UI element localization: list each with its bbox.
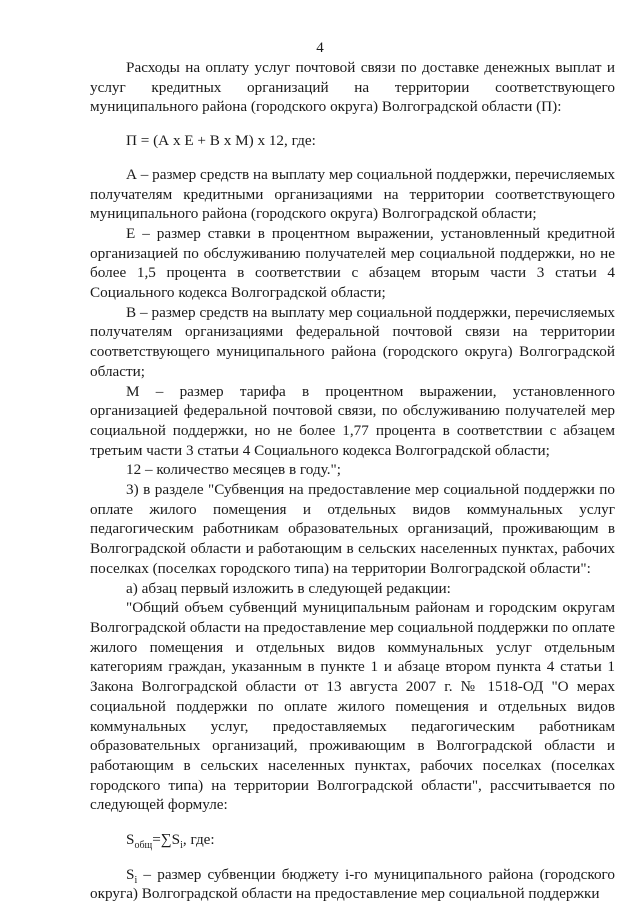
definition-a: А – размер средств на выплату мер социальной поддержки, перечисляемых получателям кредитными организациями на территории соответствующего муниципального района (городского округа) Волгоградской области; <box>90 165 615 223</box>
definition-b: В – размер средств на выплату мер социальной поддержки, перечисляемых получателям организациями федеральной почтовой связи на территории соответствующего муниципального района (городского округа) Волгоградской области; <box>90 303 615 380</box>
formula-where: , где: <box>182 831 215 849</box>
si-symbol: S <box>126 865 135 883</box>
si-text: – размер субвенции бюджету i-го муниципального района (городского округа) Волгоградской области на предоставление мер социальной поддержки <box>90 865 615 903</box>
item-a: а) абзац первый изложить в следующей редакции: <box>126 579 451 597</box>
definition-si <box>90 865 615 904</box>
page-number: 4 <box>316 40 324 56</box>
definition-e: Е – размер ставки в процентном выражении, установленный кредитной организацией по обслуживанию получателей мер социальной поддержки, но не более 1,5 процента в соответствии с абзацем вторым части 3 статьи 4 Социального кодекса Волгоградской области; <box>90 224 615 302</box>
item-3: 3) в разделе "Субвенция на предоставление мер социальной поддержки по оплате жилого помещения и отдельных видов коммунальных услуг педагогическим работникам образовательных организаций, проживающим в Волгоградской области и работающим в сельских населенных пунктах, рабочих поселках (поселках городского типа) на территории Волгоградской области": <box>90 481 615 577</box>
quoted-paragraph: "Общий объем субвенций муниципальным районам и городским округам Волгоградской области на предоставление мер социальной поддержки по оплате жилого помещения и отдельных видов коммунальных услуг отдельным категориям граждан, указанным в пункте 1 и абзаце втором пункта 4 статьи 1 Закона Волгоградской области от 13 августа 2007 г. № 1518-ОД "О мерах социальной поддержки по оплате жилого помещения и отдельных видов коммунальных услуг, предоставляемых педагогическим работникам образовательных организаций, проживающим в Волгоградской области и работающим в сельских населенных пунктах, рабочих поселках (поселках городского типа) на территории Волгоградской области", рассчитывается по следующей формуле: <box>90 599 615 814</box>
formula-p: П = (А х Е + В х М) х 12, где: <box>126 132 316 150</box>
formula-sub-total: общ <box>134 840 153 852</box>
definition-12: 12 – количество месяцев в году."; <box>126 461 341 479</box>
document-body <box>90 58 615 904</box>
formula-sum: =∑S <box>152 831 181 849</box>
si-subscript: i <box>134 874 138 886</box>
definition-m: М – размер тарифа в процентном выражении, установленного организацией федеральной почтовой связи, по обслуживанию получателей мер социальной поддержки, но не более 1,77 процента в соответствии с абзацем третьим части 3 статьи 4 Социального кодекса Волгоградской области; <box>90 382 615 459</box>
paragraph-expenses-intro: Расходы на оплату услуг почтовой связи по доставке денежных выплат и услуг кредитных организаций на территории соответствующего муниципального района (городского округа) Волгоградской области (П): <box>90 59 615 116</box>
formula-s-total <box>90 830 615 850</box>
formula-s-symbol: S <box>126 831 135 849</box>
formula-sub-i: i <box>180 840 183 852</box>
